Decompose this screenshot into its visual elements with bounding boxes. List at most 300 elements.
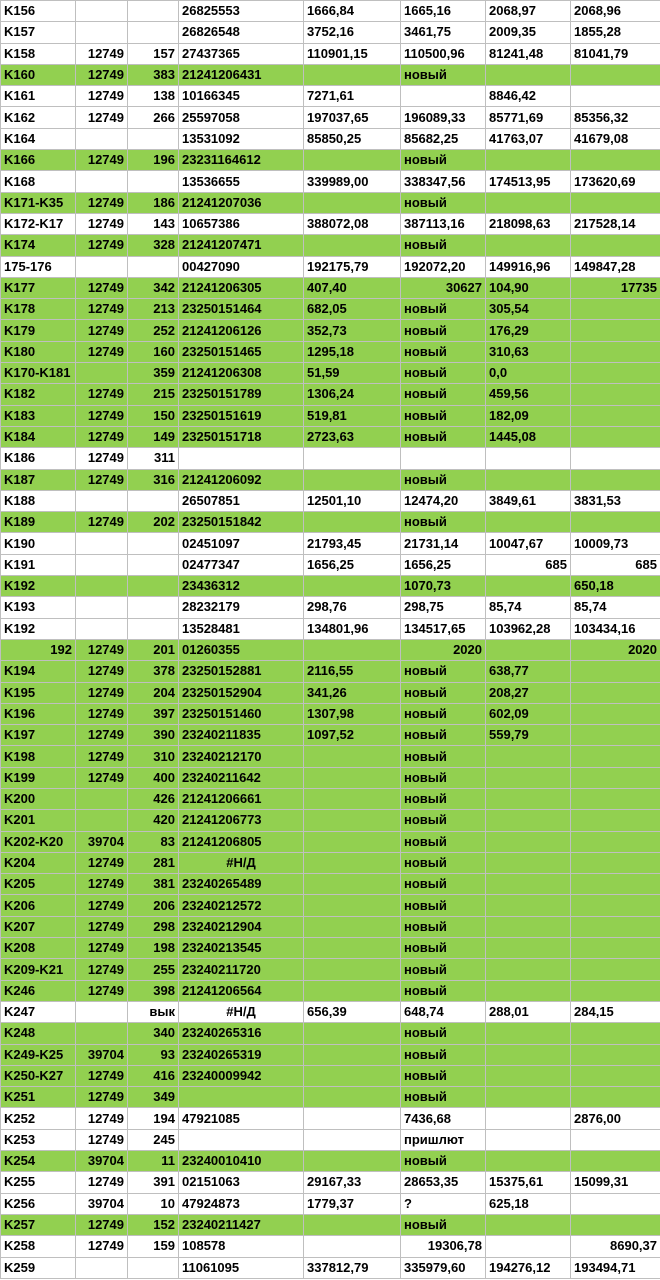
value-b-cell[interactable]: 335979,60 — [401, 1257, 486, 1278]
value-b-cell[interactable]: новый — [401, 703, 486, 724]
value-a-cell[interactable] — [304, 1065, 401, 1086]
value-c-cell[interactable]: 288,01 — [486, 1001, 571, 1022]
number-cell[interactable]: 152 — [128, 1214, 179, 1235]
code-cell[interactable] — [76, 533, 128, 554]
code-cell[interactable] — [76, 171, 128, 192]
value-a-cell[interactable]: 12501,10 — [304, 490, 401, 511]
value-b-cell[interactable]: новый — [401, 384, 486, 405]
value-c-cell[interactable]: 1445,08 — [486, 426, 571, 447]
station-cell[interactable]: 175-176 — [1, 256, 76, 277]
value-b-cell[interactable] — [401, 448, 486, 469]
number-cell[interactable]: 252 — [128, 320, 179, 341]
station-cell[interactable]: K161 — [1, 86, 76, 107]
meter-id-cell[interactable]: 25597058 — [179, 107, 304, 128]
value-b-cell[interactable]: новый — [401, 895, 486, 916]
meter-id-cell[interactable]: 23240211642 — [179, 767, 304, 788]
number-cell[interactable]: 298 — [128, 916, 179, 937]
meter-id-cell[interactable]: 10657386 — [179, 213, 304, 234]
value-d-cell[interactable] — [571, 938, 660, 959]
code-cell[interactable]: 12749 — [76, 916, 128, 937]
value-d-cell[interactable] — [571, 1129, 660, 1150]
value-a-cell[interactable]: 51,59 — [304, 363, 401, 384]
value-b-cell[interactable]: новый — [401, 874, 486, 895]
code-cell[interactable] — [76, 22, 128, 43]
value-a-cell[interactable] — [304, 448, 401, 469]
meter-id-cell[interactable]: 26507851 — [179, 490, 304, 511]
value-c-cell[interactable]: 559,79 — [486, 725, 571, 746]
number-cell[interactable]: 194 — [128, 1108, 179, 1129]
number-cell[interactable]: 255 — [128, 959, 179, 980]
value-b-cell[interactable]: новый — [401, 661, 486, 682]
value-c-cell[interactable] — [486, 1108, 571, 1129]
value-d-cell[interactable] — [571, 426, 660, 447]
station-cell[interactable]: K166 — [1, 150, 76, 171]
value-a-cell[interactable]: 29167,33 — [304, 1172, 401, 1193]
station-cell[interactable]: K255 — [1, 1172, 76, 1193]
number-cell[interactable] — [128, 1257, 179, 1278]
value-b-cell[interactable]: 1070,73 — [401, 576, 486, 597]
value-d-cell[interactable]: 17735 — [571, 277, 660, 298]
value-d-cell[interactable]: 85,74 — [571, 597, 660, 618]
value-c-cell[interactable] — [486, 235, 571, 256]
code-cell[interactable]: 12749 — [76, 43, 128, 64]
value-c-cell[interactable]: 8846,42 — [486, 86, 571, 107]
station-cell[interactable]: K160 — [1, 64, 76, 85]
code-cell[interactable]: 12749 — [76, 959, 128, 980]
station-cell[interactable]: K156 — [1, 1, 76, 22]
value-b-cell[interactable]: новый — [401, 959, 486, 980]
value-d-cell[interactable] — [571, 1087, 660, 1108]
code-cell[interactable] — [76, 1001, 128, 1022]
number-cell[interactable] — [128, 1, 179, 22]
value-a-cell[interactable]: 519,81 — [304, 405, 401, 426]
value-a-cell[interactable] — [304, 788, 401, 809]
station-cell[interactable]: K191 — [1, 554, 76, 575]
station-cell[interactable]: 192 — [1, 639, 76, 660]
value-b-cell[interactable]: 134517,65 — [401, 618, 486, 639]
value-a-cell[interactable]: 388072,08 — [304, 213, 401, 234]
value-b-cell[interactable]: новый — [401, 299, 486, 320]
value-c-cell[interactable] — [486, 512, 571, 533]
number-cell[interactable] — [128, 490, 179, 511]
value-d-cell[interactable]: 85356,32 — [571, 107, 660, 128]
code-cell[interactable]: 39704 — [76, 831, 128, 852]
number-cell[interactable]: 397 — [128, 703, 179, 724]
value-d-cell[interactable] — [571, 384, 660, 405]
value-d-cell[interactable] — [571, 831, 660, 852]
value-b-cell[interactable]: новый — [401, 831, 486, 852]
value-b-cell[interactable]: 1665,16 — [401, 1, 486, 22]
value-d-cell[interactable]: 81041,79 — [571, 43, 660, 64]
number-cell[interactable]: 349 — [128, 1087, 179, 1108]
meter-id-cell[interactable]: 23250151460 — [179, 703, 304, 724]
value-c-cell[interactable]: 174513,95 — [486, 171, 571, 192]
number-cell[interactable] — [128, 618, 179, 639]
value-a-cell[interactable] — [304, 1236, 401, 1257]
value-d-cell[interactable]: 217528,14 — [571, 213, 660, 234]
value-c-cell[interactable]: 305,54 — [486, 299, 571, 320]
number-cell[interactable]: 157 — [128, 43, 179, 64]
value-a-cell[interactable]: 2723,63 — [304, 426, 401, 447]
station-cell[interactable]: K198 — [1, 746, 76, 767]
value-d-cell[interactable]: 10009,73 — [571, 533, 660, 554]
value-d-cell[interactable] — [571, 746, 660, 767]
value-c-cell[interactable]: 41763,07 — [486, 128, 571, 149]
value-a-cell[interactable] — [304, 1087, 401, 1108]
value-b-cell[interactable]: новый — [401, 980, 486, 1001]
number-cell[interactable]: 143 — [128, 213, 179, 234]
meter-id-cell[interactable]: 23250151464 — [179, 299, 304, 320]
value-a-cell[interactable] — [304, 980, 401, 1001]
value-d-cell[interactable] — [571, 405, 660, 426]
number-cell[interactable] — [128, 554, 179, 575]
value-a-cell[interactable]: 339989,00 — [304, 171, 401, 192]
value-d-cell[interactable] — [571, 682, 660, 703]
value-c-cell[interactable] — [486, 1214, 571, 1235]
value-b-cell[interactable]: новый — [401, 916, 486, 937]
value-a-cell[interactable] — [304, 1151, 401, 1172]
meter-id-cell[interactable]: 21241206805 — [179, 831, 304, 852]
value-b-cell[interactable]: 85682,25 — [401, 128, 486, 149]
number-cell[interactable] — [128, 576, 179, 597]
value-b-cell[interactable]: новый — [401, 512, 486, 533]
meter-id-cell[interactable]: 23250151619 — [179, 405, 304, 426]
value-d-cell[interactable] — [571, 725, 660, 746]
value-b-cell[interactable]: новый — [401, 235, 486, 256]
value-a-cell[interactable] — [304, 235, 401, 256]
code-cell[interactable]: 39704 — [76, 1044, 128, 1065]
station-cell[interactable]: K204 — [1, 852, 76, 873]
meter-id-cell[interactable]: 02451097 — [179, 533, 304, 554]
value-a-cell[interactable]: 134801,96 — [304, 618, 401, 639]
code-cell[interactable] — [76, 788, 128, 809]
code-cell[interactable]: 12749 — [76, 320, 128, 341]
meter-id-cell[interactable]: 23240212904 — [179, 916, 304, 937]
value-b-cell[interactable]: 192072,20 — [401, 256, 486, 277]
value-c-cell[interactable] — [486, 150, 571, 171]
value-c-cell[interactable]: 103962,28 — [486, 618, 571, 639]
value-d-cell[interactable] — [571, 874, 660, 895]
value-a-cell[interactable]: 337812,79 — [304, 1257, 401, 1278]
code-cell[interactable]: 12749 — [76, 938, 128, 959]
code-cell[interactable]: 12749 — [76, 469, 128, 490]
value-b-cell[interactable]: новый — [401, 150, 486, 171]
code-cell[interactable]: 39704 — [76, 1193, 128, 1214]
value-d-cell[interactable]: 41679,08 — [571, 128, 660, 149]
code-cell[interactable] — [76, 576, 128, 597]
code-cell[interactable]: 12749 — [76, 1172, 128, 1193]
number-cell[interactable] — [128, 171, 179, 192]
value-c-cell[interactable]: 149916,96 — [486, 256, 571, 277]
meter-id-cell[interactable]: 21241206126 — [179, 320, 304, 341]
station-cell[interactable]: K190 — [1, 533, 76, 554]
value-a-cell[interactable] — [304, 64, 401, 85]
number-cell[interactable]: 311 — [128, 448, 179, 469]
value-d-cell[interactable]: 149847,28 — [571, 256, 660, 277]
station-cell[interactable]: K209-K21 — [1, 959, 76, 980]
code-cell[interactable]: 12749 — [76, 1108, 128, 1129]
code-cell[interactable]: 12749 — [76, 1065, 128, 1086]
meter-id-cell[interactable]: 01260355 — [179, 639, 304, 660]
value-b-cell[interactable]: 19306,78 — [401, 1236, 486, 1257]
station-cell[interactable]: K177 — [1, 277, 76, 298]
station-cell[interactable]: K200 — [1, 788, 76, 809]
station-cell[interactable]: K196 — [1, 703, 76, 724]
code-cell[interactable] — [76, 597, 128, 618]
value-c-cell[interactable] — [486, 938, 571, 959]
code-cell[interactable]: 12749 — [76, 426, 128, 447]
value-b-cell[interactable]: новый — [401, 426, 486, 447]
value-b-cell[interactable]: новый — [401, 1065, 486, 1086]
value-a-cell[interactable]: 1656,25 — [304, 554, 401, 575]
meter-id-cell[interactable]: 21241206431 — [179, 64, 304, 85]
meter-id-cell[interactable]: 28232179 — [179, 597, 304, 618]
value-c-cell[interactable] — [486, 916, 571, 937]
value-d-cell[interactable] — [571, 810, 660, 831]
value-c-cell[interactable]: 459,56 — [486, 384, 571, 405]
station-cell[interactable]: K194 — [1, 661, 76, 682]
code-cell[interactable] — [76, 490, 128, 511]
value-d-cell[interactable]: 15099,31 — [571, 1172, 660, 1193]
value-b-cell[interactable]: новый — [401, 405, 486, 426]
station-cell[interactable]: K206 — [1, 895, 76, 916]
value-a-cell[interactable] — [304, 576, 401, 597]
station-cell[interactable]: K250-K27 — [1, 1065, 76, 1086]
station-cell[interactable]: K157 — [1, 22, 76, 43]
number-cell[interactable]: 206 — [128, 895, 179, 916]
value-d-cell[interactable] — [571, 1065, 660, 1086]
meter-id-cell[interactable] — [179, 448, 304, 469]
station-cell[interactable]: K158 — [1, 43, 76, 64]
station-cell[interactable]: K199 — [1, 767, 76, 788]
code-cell[interactable] — [76, 256, 128, 277]
code-cell[interactable]: 12749 — [76, 661, 128, 682]
value-b-cell[interactable]: 1656,25 — [401, 554, 486, 575]
meter-id-cell[interactable]: 23240212170 — [179, 746, 304, 767]
meter-id-cell[interactable]: 27437365 — [179, 43, 304, 64]
code-cell[interactable]: 12749 — [76, 895, 128, 916]
number-cell[interactable] — [128, 533, 179, 554]
station-cell[interactable]: K249-K25 — [1, 1044, 76, 1065]
code-cell[interactable]: 12749 — [76, 980, 128, 1001]
code-cell[interactable]: 12749 — [76, 150, 128, 171]
value-d-cell[interactable] — [571, 788, 660, 809]
station-cell[interactable]: K195 — [1, 682, 76, 703]
meter-id-cell[interactable]: 21241207471 — [179, 235, 304, 256]
station-cell[interactable]: K168 — [1, 171, 76, 192]
value-c-cell[interactable]: 638,77 — [486, 661, 571, 682]
meter-id-cell[interactable]: 13536655 — [179, 171, 304, 192]
station-cell[interactable]: K164 — [1, 128, 76, 149]
meter-id-cell[interactable]: 00427090 — [179, 256, 304, 277]
value-c-cell[interactable]: 685 — [486, 554, 571, 575]
value-d-cell[interactable]: 2020 — [571, 639, 660, 660]
value-d-cell[interactable] — [571, 150, 660, 171]
value-c-cell[interactable]: 15375,61 — [486, 1172, 571, 1193]
value-a-cell[interactable] — [304, 852, 401, 873]
value-b-cell[interactable]: 2020 — [401, 639, 486, 660]
value-d-cell[interactable] — [571, 341, 660, 362]
code-cell[interactable]: 12749 — [76, 682, 128, 703]
value-a-cell[interactable]: 1097,52 — [304, 725, 401, 746]
value-d-cell[interactable] — [571, 1214, 660, 1235]
value-d-cell[interactable] — [571, 916, 660, 937]
value-d-cell[interactable] — [571, 299, 660, 320]
number-cell[interactable]: 149 — [128, 426, 179, 447]
number-cell[interactable] — [128, 597, 179, 618]
number-cell[interactable]: 340 — [128, 1023, 179, 1044]
number-cell[interactable]: 159 — [128, 1236, 179, 1257]
value-b-cell[interactable]: новый — [401, 810, 486, 831]
value-d-cell[interactable] — [571, 767, 660, 788]
value-a-cell[interactable]: 7271,61 — [304, 86, 401, 107]
code-cell[interactable]: 12749 — [76, 725, 128, 746]
value-d-cell[interactable] — [571, 235, 660, 256]
code-cell[interactable]: 12749 — [76, 341, 128, 362]
value-b-cell[interactable]: новый — [401, 192, 486, 213]
meter-id-cell[interactable]: 47921085 — [179, 1108, 304, 1129]
station-cell[interactable]: K172-K17 — [1, 213, 76, 234]
value-c-cell[interactable] — [486, 874, 571, 895]
meter-id-cell[interactable]: 11061095 — [179, 1257, 304, 1278]
value-c-cell[interactable] — [486, 852, 571, 873]
meter-id-cell[interactable]: 23240010410 — [179, 1151, 304, 1172]
meter-id-cell[interactable]: 02151063 — [179, 1172, 304, 1193]
meter-id-cell[interactable]: 10166345 — [179, 86, 304, 107]
number-cell[interactable]: 11 — [128, 1151, 179, 1172]
value-a-cell[interactable]: 1295,18 — [304, 341, 401, 362]
number-cell[interactable]: 196 — [128, 150, 179, 171]
meter-id-cell[interactable]: 21241207036 — [179, 192, 304, 213]
value-c-cell[interactable]: 10047,67 — [486, 533, 571, 554]
value-d-cell[interactable] — [571, 320, 660, 341]
code-cell[interactable]: 12749 — [76, 192, 128, 213]
value-a-cell[interactable]: 85850,25 — [304, 128, 401, 149]
value-d-cell[interactable]: 1855,28 — [571, 22, 660, 43]
number-cell[interactable]: 398 — [128, 980, 179, 1001]
value-b-cell[interactable]: 110500,96 — [401, 43, 486, 64]
value-d-cell[interactable] — [571, 448, 660, 469]
meter-id-cell[interactable]: 47924873 — [179, 1193, 304, 1214]
value-b-cell[interactable]: новый — [401, 341, 486, 362]
number-cell[interactable]: 381 — [128, 874, 179, 895]
value-c-cell[interactable]: 81241,48 — [486, 43, 571, 64]
meter-id-cell[interactable]: 02477347 — [179, 554, 304, 575]
meter-id-cell[interactable]: 21241206773 — [179, 810, 304, 831]
code-cell[interactable]: 12749 — [76, 235, 128, 256]
value-d-cell[interactable] — [571, 1023, 660, 1044]
meter-id-cell[interactable]: #Н/Д — [179, 1001, 304, 1022]
station-cell[interactable]: K251 — [1, 1087, 76, 1108]
value-a-cell[interactable]: 197037,65 — [304, 107, 401, 128]
value-b-cell[interactable]: новый — [401, 320, 486, 341]
station-cell[interactable]: K205 — [1, 874, 76, 895]
number-cell[interactable]: 198 — [128, 938, 179, 959]
meter-id-cell[interactable]: 26825553 — [179, 1, 304, 22]
value-d-cell[interactable] — [571, 895, 660, 916]
value-a-cell[interactable]: 192175,79 — [304, 256, 401, 277]
value-a-cell[interactable] — [304, 810, 401, 831]
meter-id-cell[interactable]: 23240213545 — [179, 938, 304, 959]
value-d-cell[interactable]: 193494,71 — [571, 1257, 660, 1278]
value-d-cell[interactable] — [571, 959, 660, 980]
code-cell[interactable]: 12749 — [76, 639, 128, 660]
number-cell[interactable]: 426 — [128, 788, 179, 809]
value-a-cell[interactable]: 1306,24 — [304, 384, 401, 405]
number-cell[interactable]: 215 — [128, 384, 179, 405]
value-d-cell[interactable] — [571, 512, 660, 533]
meter-id-cell[interactable]: 21241206661 — [179, 788, 304, 809]
station-cell[interactable]: K253 — [1, 1129, 76, 1150]
value-a-cell[interactable] — [304, 916, 401, 937]
value-c-cell[interactable] — [486, 1023, 571, 1044]
value-d-cell[interactable] — [571, 363, 660, 384]
value-b-cell[interactable]: 7436,68 — [401, 1108, 486, 1129]
meter-id-cell[interactable]: 23250151842 — [179, 512, 304, 533]
station-cell[interactable]: K187 — [1, 469, 76, 490]
value-d-cell[interactable]: 3831,53 — [571, 490, 660, 511]
value-a-cell[interactable]: 341,26 — [304, 682, 401, 703]
value-c-cell[interactable]: 104,90 — [486, 277, 571, 298]
meter-id-cell[interactable] — [179, 1087, 304, 1108]
code-cell[interactable]: 12749 — [76, 64, 128, 85]
meter-id-cell[interactable]: #Н/Д — [179, 852, 304, 873]
value-b-cell[interactable]: новый — [401, 1087, 486, 1108]
value-a-cell[interactable] — [304, 895, 401, 916]
value-d-cell[interactable] — [571, 703, 660, 724]
value-a-cell[interactable] — [304, 746, 401, 767]
meter-id-cell[interactable]: 23240009942 — [179, 1065, 304, 1086]
code-cell[interactable]: 12749 — [76, 384, 128, 405]
value-c-cell[interactable] — [486, 895, 571, 916]
code-cell[interactable] — [76, 618, 128, 639]
number-cell[interactable]: 281 — [128, 852, 179, 873]
value-b-cell[interactable] — [401, 86, 486, 107]
meter-id-cell[interactable]: 21241206564 — [179, 980, 304, 1001]
code-cell[interactable] — [76, 810, 128, 831]
code-cell[interactable]: 12749 — [76, 767, 128, 788]
value-c-cell[interactable] — [486, 959, 571, 980]
value-a-cell[interactable] — [304, 767, 401, 788]
value-d-cell[interactable] — [571, 980, 660, 1001]
value-c-cell[interactable]: 85771,69 — [486, 107, 571, 128]
code-cell[interactable]: 12749 — [76, 874, 128, 895]
number-cell[interactable]: 316 — [128, 469, 179, 490]
value-b-cell[interactable]: 12474,20 — [401, 490, 486, 511]
code-cell[interactable]: 12749 — [76, 1214, 128, 1235]
meter-id-cell[interactable]: 23231164612 — [179, 150, 304, 171]
value-a-cell[interactable] — [304, 1214, 401, 1235]
number-cell[interactable] — [128, 22, 179, 43]
meter-id-cell[interactable]: 23240211720 — [179, 959, 304, 980]
meter-id-cell[interactable]: 23240265319 — [179, 1044, 304, 1065]
value-a-cell[interactable]: 1666,84 — [304, 1, 401, 22]
value-d-cell[interactable]: 173620,69 — [571, 171, 660, 192]
station-cell[interactable]: K208 — [1, 938, 76, 959]
code-cell[interactable]: 12749 — [76, 852, 128, 873]
value-a-cell[interactable]: 298,76 — [304, 597, 401, 618]
meter-id-cell[interactable]: 23240265489 — [179, 874, 304, 895]
number-cell[interactable]: 186 — [128, 192, 179, 213]
value-d-cell[interactable]: 2068,96 — [571, 1, 660, 22]
value-b-cell[interactable]: 338347,56 — [401, 171, 486, 192]
station-cell[interactable]: K162 — [1, 107, 76, 128]
value-c-cell[interactable]: 2068,97 — [486, 1, 571, 22]
value-a-cell[interactable]: 3752,16 — [304, 22, 401, 43]
code-cell[interactable]: 12749 — [76, 213, 128, 234]
value-c-cell[interactable] — [486, 192, 571, 213]
value-c-cell[interactable]: 2009,35 — [486, 22, 571, 43]
